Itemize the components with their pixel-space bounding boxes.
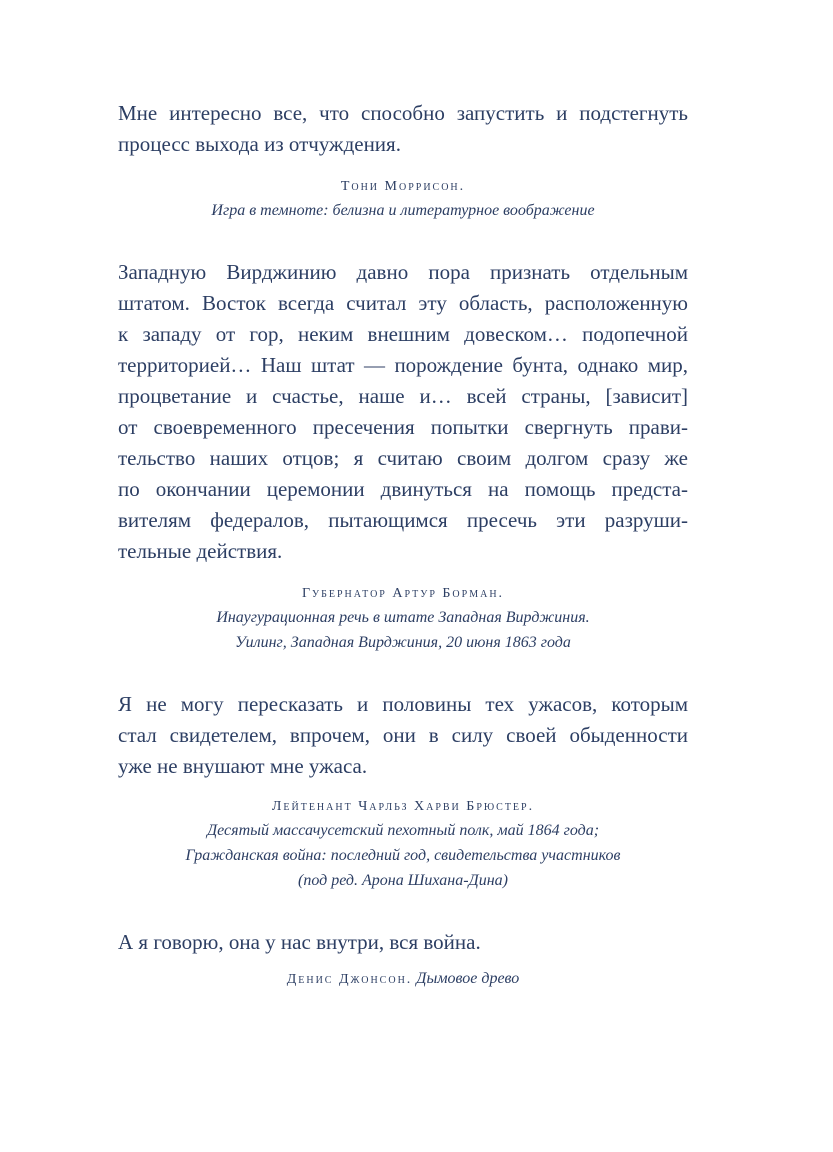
- quote-line: Мне интересно все, что способно запустить и подстегнуть: [118, 101, 688, 125]
- epigraph-source: Гражданская война: последний год, свидетельства участников: [185, 847, 621, 864]
- epigraph-author: Тони Моррисон.: [340, 179, 466, 194]
- epigraph-brewster: [118, 689, 688, 893]
- quote-line: территорией… Наш штат — порождение бунта, однако мир,: [118, 353, 688, 377]
- epigraph-attribution: [118, 583, 688, 655]
- quote-line: Западную Вирджинию давно пора признать отдельным: [118, 260, 688, 284]
- epigraph-author: Лейтенант Чарльз Харви Брюстер.: [271, 799, 535, 814]
- quote-line: от своевременного пресечения попытки свергнуть прави-: [118, 415, 688, 439]
- epigraph-quote: [118, 257, 688, 567]
- quote-line: тельные действия.: [118, 539, 283, 563]
- epigraph-quote: [118, 98, 688, 160]
- quote-line: стал свидетелем, впрочем, они в силу своей обыденности: [118, 723, 688, 747]
- epigraph-page: [118, 98, 688, 988]
- epigraph-source: (под ред. Арона Шихана-Дина): [297, 872, 508, 889]
- epigraph-attribution: [118, 796, 688, 893]
- epigraph-quote: [118, 689, 688, 782]
- epigraph-source: Уилинг, Западная Вирджиния, 20 июня 1863 года: [235, 634, 571, 651]
- epigraph-morrison: [118, 98, 688, 223]
- epigraph-attribution: [118, 176, 688, 223]
- epigraph-source: Дымовое древо: [416, 970, 520, 987]
- quote-line: штатом. Восток всегда считал эту область, расположенную: [118, 291, 688, 315]
- epigraph-quote: [118, 927, 688, 958]
- epigraph-source: Десятый массачусетский пехотный полк, май 1864 года;: [206, 822, 600, 839]
- quote-line: процветание и счастье, наше и… всей страны, [зависит]: [118, 384, 688, 408]
- quote-line: А я говорю, она у нас внутри, вся война.: [118, 930, 481, 954]
- quote-line: процесс выхода из отчуждения.: [118, 132, 401, 156]
- epigraph-attribution: [118, 970, 688, 988]
- epigraph-author: Губернатор Артур Борман.: [301, 586, 505, 601]
- quote-line: тельство наших отцов; я считаю своим долгом сразу же: [118, 446, 688, 470]
- epigraph-borman: [118, 257, 688, 655]
- quote-line: к западу от гор, неким внешним довеском… подопечной: [118, 322, 688, 346]
- epigraph-johnson: [118, 927, 688, 988]
- epigraph-source: Игра в темноте: белизна и литературное воображение: [211, 202, 595, 219]
- epigraph-author: Денис Джонсон.: [286, 972, 413, 987]
- quote-line: вителям федералов, пытающимся пресечь эти разруши-: [118, 508, 688, 532]
- epigraph-source: Инаугурационная речь в штате Западная Вирджиния.: [216, 609, 590, 626]
- quote-line: уже не внушают мне ужаса.: [118, 754, 368, 778]
- quote-line: Я не могу пересказать и половины тех ужасов, которым: [118, 692, 688, 716]
- quote-line: по окончании церемонии двинуться на помощь предста-: [118, 477, 688, 501]
